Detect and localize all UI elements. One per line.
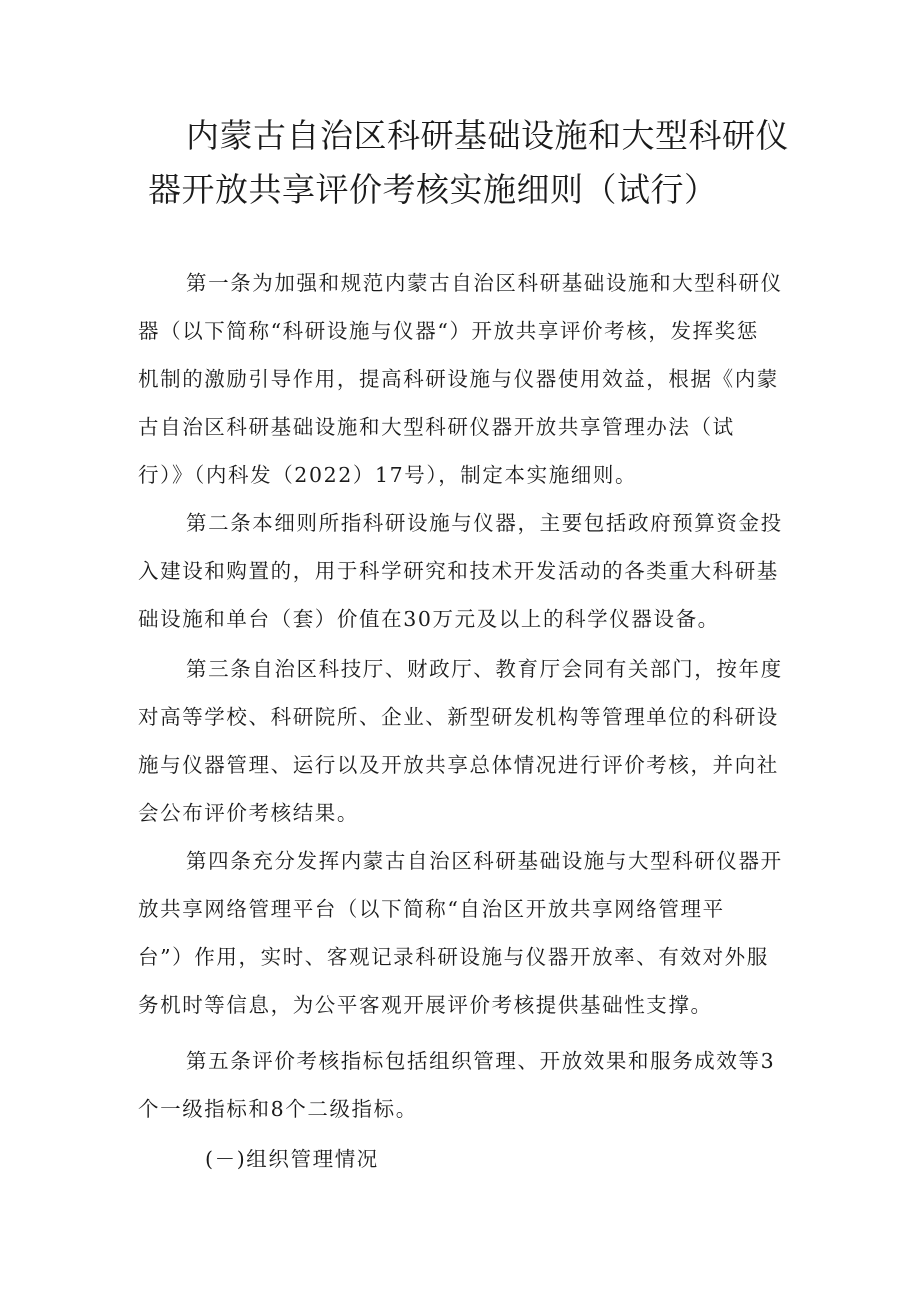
article-2-line-2: 入建设和购置的，用于科学研究和技术开发活动的各类重大科研基 [138, 559, 779, 583]
article-4-line-2: 放共享网络管理平台（以下简称“自治区开放共享网络管理平 [138, 897, 725, 921]
article-1-line-4: 古自治区科研基础设施和大型科研仪器开放共享管理办法（试 [138, 415, 735, 439]
article-2-line-3: 础设施和单台（套）价值在30万元及以上的科学仪器设备。 [138, 607, 720, 631]
document-title-line-2: 器开放共享评价考核实施细则（试行） [148, 170, 718, 209]
article-4-line-4: 务机时等信息，为公平客观开展评价考核提供基础性支撑。 [138, 993, 713, 1017]
article-4-line-1: 第四条充分发挥内蒙古自治区科研基础设施与大型科研仪器开 [186, 849, 783, 873]
article-1-line-5: 行）》（内科发（2022）17号），制定本实施细则。 [138, 463, 638, 487]
article-2-line-1: 第二条本细则所指科研设施与仪器，主要包括政府预算资金投 [186, 511, 783, 535]
section-subheading: (－)组织管理情况 [205, 1147, 379, 1171]
article-1-line-2: 器（以下简称“科研设施与仪器“）开放共享评价考核，发挥奖惩 [138, 319, 759, 343]
article-4-line-3: 台”）作用，实时、客观记录科研设施与仪器开放率、有效对外服 [138, 945, 769, 969]
article-3-line-2: 对高等学校、科研院所、企业、新型研发机构等管理单位的科研设 [138, 705, 779, 729]
article-3-line-4: 会公布评价考核结果。 [138, 801, 359, 825]
article-3-line-3: 施与仪器管理、运行以及开放共享总体情况进行评价考核，并向社 [138, 753, 779, 777]
document-title-line-1: 内蒙古自治区科研基础设施和大型科研仪 [186, 116, 789, 155]
article-1-line-1: 第一条为加强和规范内蒙古自治区科研基础设施和大型科研仪 [186, 271, 783, 295]
article-3-line-1: 第三条自治区科技厅、财政厅、教育厅会同有关部门，按年度 [186, 657, 783, 681]
article-5-line-1: 第五条评价考核指标包括组织管理、开放效果和服务成效等3 [186, 1049, 776, 1073]
article-5-line-2: 个一级指标和8个二级指标。 [138, 1097, 418, 1121]
article-1-line-3: 机制的激励引导作用，提高科研设施与仪器使用效益，根据《内蒙 [138, 367, 779, 391]
